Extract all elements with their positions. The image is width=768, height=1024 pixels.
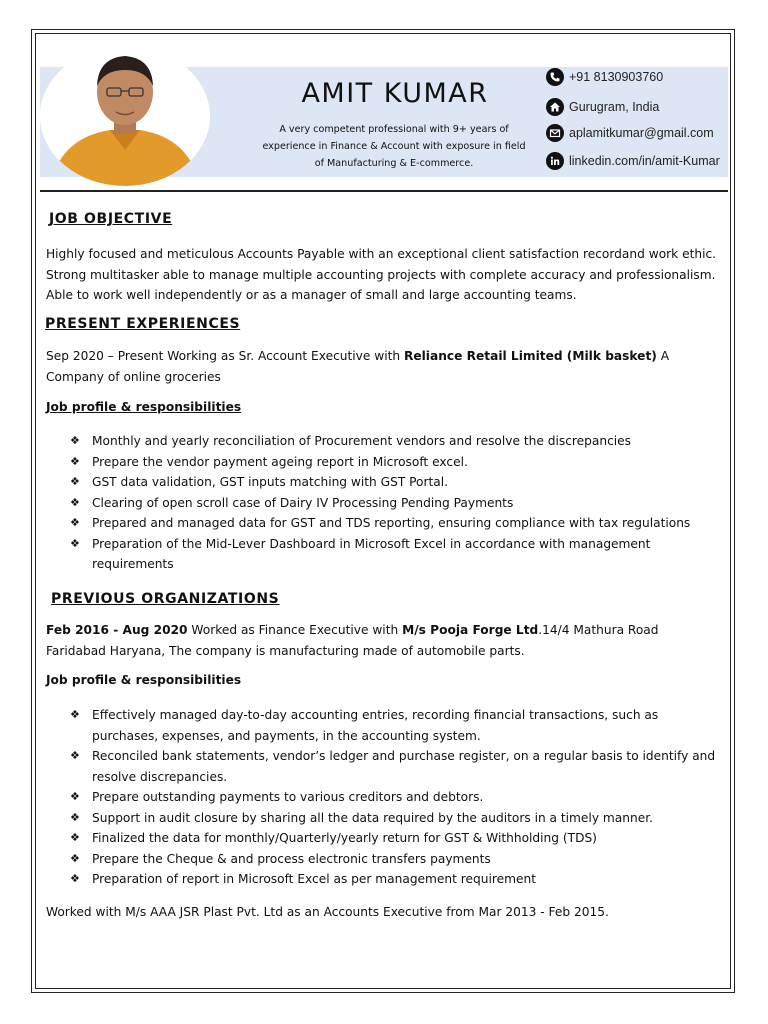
previous-company-description: .14/4 Mathura Road Faridabad Haryana, The company is manufacturing made of automobile parts. [46, 623, 659, 658]
profile-summary [248, 121, 540, 172]
bullet-diamond-icon: ❖ [70, 434, 80, 447]
list-item-text: Reconciled bank statements, vendor’s ledger and purchase register, on a regular basis to identify and resolve discrepancies. [92, 749, 716, 784]
earlier-employment-note: Worked with M/s AAA JSR Plast Pvt. Ltd as an Accounts Executive from Mar 2013 - Feb 2015. [46, 905, 609, 919]
list-item [70, 431, 718, 452]
present-experiences-heading: PRESENT EXPERIENCES [45, 316, 241, 332]
email-icon [546, 124, 564, 142]
previous-organizations-heading: PREVIOUS ORGANIZATIONS [51, 591, 280, 607]
tagline-line: A very competent professional with 9+ years of [279, 124, 509, 135]
list-item-text: Prepare the Cheque & and process electronic transfers payments [92, 851, 491, 866]
candidate-name: AMIT KUMAR [301, 78, 489, 109]
list-item-text: Prepare outstanding payments to various creditors and debtors. [92, 790, 484, 804]
previous-profile-heading: Job profile & responsibilities [46, 673, 242, 687]
present-role-text: Sep 2020 – Present Working as Sr. Account Executive with [46, 349, 404, 363]
present-responsibilities [70, 431, 718, 575]
list-item [70, 472, 718, 493]
bullet-diamond-icon: ❖ [70, 708, 80, 721]
list-item-text: GST data validation, GST inputs matching with GST Portal. [92, 475, 449, 489]
bullet-diamond-icon: ❖ [70, 749, 80, 762]
bullet-diamond-icon: ❖ [70, 495, 80, 509]
tagline-line: of Manufacturing & E-commerce. [314, 158, 474, 169]
previous-role-text: Worked as Finance Executive with [187, 623, 403, 637]
present-company-description: A Company of online groceries [46, 349, 670, 384]
contact-email[interactable] [546, 124, 714, 142]
bullet-diamond-icon: ❖ [70, 851, 80, 865]
list-item [70, 849, 718, 870]
list-item-text: Effectively managed day-to-day accounting entries, recording financial transactions, such as purchases, expenses, and payments, in the accounting system. [92, 708, 659, 743]
bullet-diamond-icon: ❖ [70, 516, 80, 529]
location-text: Gurugram, India [569, 100, 660, 114]
header-divider [40, 190, 728, 192]
present-profile-heading: Job profile & responsibilities [46, 400, 242, 414]
job-objective-text: Highly focused and meticulous Accounts Payable with an exceptional client satisfaction recordand work ethic. Strong multitasker able to manage multiple accounting projects with complete accuracy and professionalism. Able to work well independently or as a manager of small and large accounting teams. [46, 247, 717, 302]
phone-number: +91 8130903760 [569, 70, 664, 84]
home-icon [546, 98, 564, 116]
email-text[interactable]: aplamitkumar@gmail.com [569, 126, 714, 140]
list-item [70, 705, 718, 746]
present-company: Reliance Retail Limited (Milk basket) [403, 349, 657, 363]
bullet-diamond-icon: ❖ [70, 872, 80, 885]
bullet-diamond-icon: ❖ [70, 831, 80, 844]
list-item-text: Clearing of open scroll case of Dairy IV Processing Pending Payments [92, 495, 514, 510]
list-item [70, 746, 718, 787]
linkedin-icon [546, 152, 564, 170]
job-objective-heading: JOB OBJECTIVE [49, 211, 173, 227]
bullet-diamond-icon: ❖ [70, 810, 80, 824]
previous-role-summary [46, 620, 718, 661]
list-item-text: Preparation of the Mid-Lever Dashboard in Microsoft Excel in accordance with management requirements [92, 536, 651, 571]
list-item-text: Finalized the data for monthly/Quarterly/yearly return for GST & Withholding (TDS) [92, 831, 597, 845]
linkedin-text[interactable]: linkedin.com/in/amit-Kumar [569, 154, 720, 168]
contact-location [546, 98, 659, 116]
list-item [70, 493, 718, 514]
list-item-text: Preparation of report in Microsoft Excel as per management requirement [92, 872, 537, 886]
previous-company: M/s Pooja Forge Ltd [402, 623, 539, 637]
list-item-text: Prepared and managed data for GST and TDS reporting, ensuring compliance with tax regulations [92, 516, 691, 530]
list-item [70, 828, 718, 849]
previous-period: Feb 2016 - Aug 2020 [46, 623, 188, 637]
bullet-diamond-icon: ❖ [70, 536, 80, 550]
list-item-text: Prepare the vendor payment ageing report in Microsoft excel. [92, 454, 468, 469]
list-item [70, 787, 718, 808]
list-item-text: Support in audit closure by sharing all the data required by the auditors in a timely manner. [92, 810, 653, 825]
bullet-diamond-icon: ❖ [70, 475, 80, 488]
list-item [70, 452, 718, 473]
list-item [70, 534, 718, 575]
list-item [70, 513, 718, 534]
profile-photo [40, 46, 210, 186]
list-item [70, 869, 718, 890]
tagline-line: experience in Finance & Account with exposure in field [262, 141, 526, 152]
phone-icon [546, 68, 564, 86]
contact-linkedin[interactable] [546, 152, 720, 170]
list-item-text: Monthly and yearly reconciliation of Procurement vendors and resolve the discrepancies [92, 434, 632, 448]
present-role-summary [46, 346, 718, 387]
bullet-diamond-icon: ❖ [70, 790, 80, 803]
bullet-diamond-icon: ❖ [70, 454, 80, 468]
list-item [70, 808, 718, 829]
previous-responsibilities [70, 705, 718, 890]
contact-phone [546, 68, 663, 86]
